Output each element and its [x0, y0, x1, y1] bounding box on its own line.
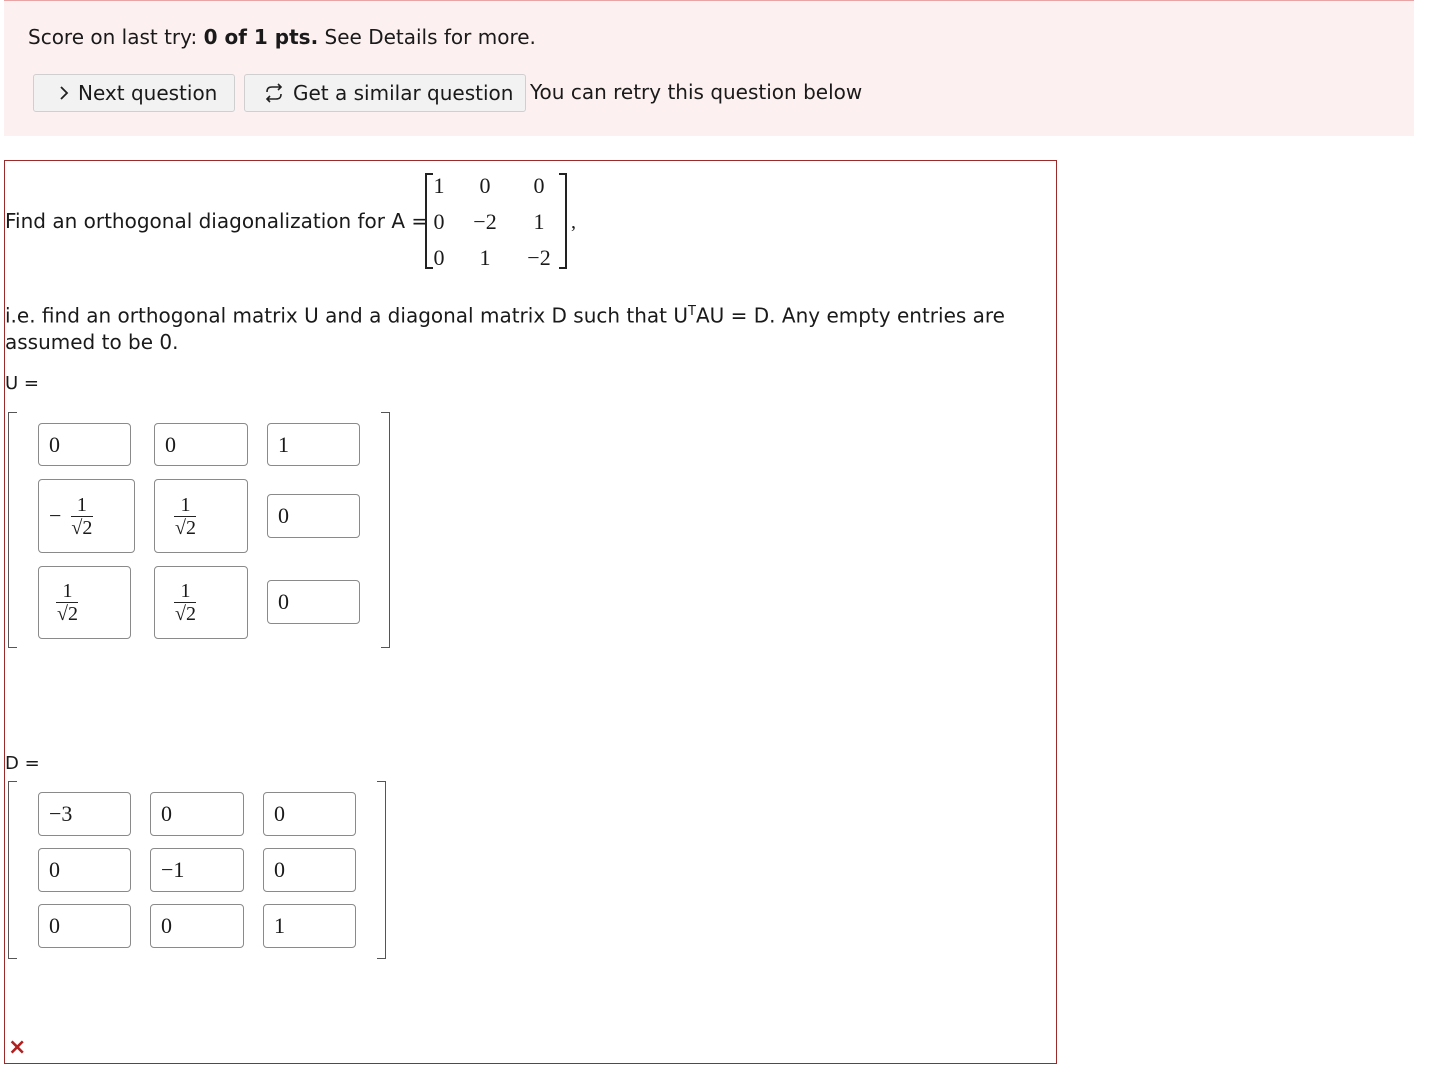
u-cell-value: 1	[278, 431, 289, 457]
minus-sign: −	[49, 503, 62, 528]
score-value: 0 of 1 pts.	[203, 25, 319, 49]
fraction-denominator: √2	[57, 603, 78, 625]
d-cell-value: −3	[49, 801, 73, 826]
fraction	[67, 494, 96, 539]
u-cell-0-2[interactable]	[267, 423, 360, 466]
d-cell-2-0[interactable]	[38, 904, 131, 948]
next-question-label: Next question	[78, 81, 218, 105]
question-box	[4, 160, 1057, 1064]
chevron-right-icon	[58, 85, 70, 101]
d-cell-1-0[interactable]	[38, 848, 131, 892]
d-cell-2-1[interactable]	[150, 904, 244, 948]
d-cell-value: 0	[161, 913, 172, 938]
fraction-numerator: 1	[174, 494, 196, 517]
u-label: U =	[5, 373, 39, 394]
u-cell-value: 0	[278, 589, 289, 614]
d-cell-value: 1	[274, 913, 285, 938]
matrix-a	[425, 173, 567, 269]
question-prompt: Find an orthogonal diagonalization for A =	[5, 209, 429, 233]
fraction-denominator: √2	[175, 516, 196, 539]
d-cell-value: 0	[274, 857, 285, 882]
d-cell-value: 0	[49, 913, 60, 938]
fraction-numerator: 1	[71, 494, 93, 517]
d-cell-1-1[interactable]	[150, 848, 244, 892]
u-cell-1-0[interactable]	[38, 479, 135, 553]
instruction-part-b: AU = D. Any empty entries are assumed to be 0.	[5, 303, 1005, 354]
u-cell-0-1[interactable]	[154, 423, 248, 466]
fraction-denominator: √2	[175, 603, 196, 625]
refresh-icon	[263, 83, 285, 103]
d-cell-value: −1	[161, 857, 185, 882]
question-instruction	[5, 299, 1005, 355]
d-cell-0-2[interactable]	[263, 792, 356, 836]
close-icon: ×	[8, 1035, 27, 1060]
matrix-a-cell: 0	[479, 173, 491, 198]
matrix-a-cell: 1	[433, 173, 445, 198]
fraction-numerator: 1	[174, 580, 196, 603]
matrix-a-cell: 0	[433, 245, 445, 270]
u-cell-2-1[interactable]	[154, 566, 248, 639]
d-cell-0-0[interactable]	[38, 792, 131, 836]
matrix-a-cell: 0	[533, 173, 545, 198]
instruction-part-a: i.e. find an orthogonal matrix U and a diagonal matrix D such that U	[5, 303, 689, 328]
matrix-a-cell: −2	[473, 209, 497, 234]
matrix-a-cell: 1	[533, 209, 545, 234]
next-question-button[interactable]	[33, 74, 235, 112]
fraction	[53, 580, 82, 625]
score-summary	[28, 25, 536, 49]
u-cell-value: 0	[49, 431, 60, 457]
u-cell-value: 0	[165, 431, 176, 457]
fraction	[171, 580, 200, 625]
score-banner	[4, 0, 1414, 136]
similar-question-button[interactable]	[244, 74, 526, 112]
u-cell-2-0[interactable]	[38, 566, 131, 639]
u-cell-1-1[interactable]	[154, 479, 248, 553]
d-cell-2-2[interactable]	[263, 904, 356, 948]
transpose-superscript: T	[688, 304, 696, 319]
retry-notice: You can retry this question below	[530, 80, 863, 104]
d-cell-value: 0	[49, 857, 60, 882]
fraction	[171, 494, 200, 539]
d-cell-value: 0	[161, 801, 172, 826]
d-label: D =	[5, 753, 40, 774]
score-suffix: See Details for more.	[318, 25, 536, 49]
score-prefix: Score on last try:	[28, 25, 204, 49]
u-cell-0-0[interactable]	[38, 423, 131, 466]
fraction-numerator: 1	[56, 580, 78, 603]
fraction-denominator: √2	[71, 516, 93, 539]
matrix-a-cell: 0	[433, 209, 445, 234]
matrix-a-cell: 1	[479, 245, 491, 270]
d-cell-value: 0	[274, 801, 285, 826]
u-cell-2-2[interactable]	[267, 580, 360, 624]
similar-question-label: Get a similar question	[293, 81, 514, 105]
d-cell-0-1[interactable]	[150, 792, 244, 836]
matrix-a-comma: ,	[571, 211, 576, 233]
u-cell-value: 0	[278, 503, 289, 528]
u-cell-1-2[interactable]	[267, 494, 360, 538]
matrix-a-cell: −2	[527, 245, 551, 270]
d-cell-1-2[interactable]	[263, 848, 356, 892]
